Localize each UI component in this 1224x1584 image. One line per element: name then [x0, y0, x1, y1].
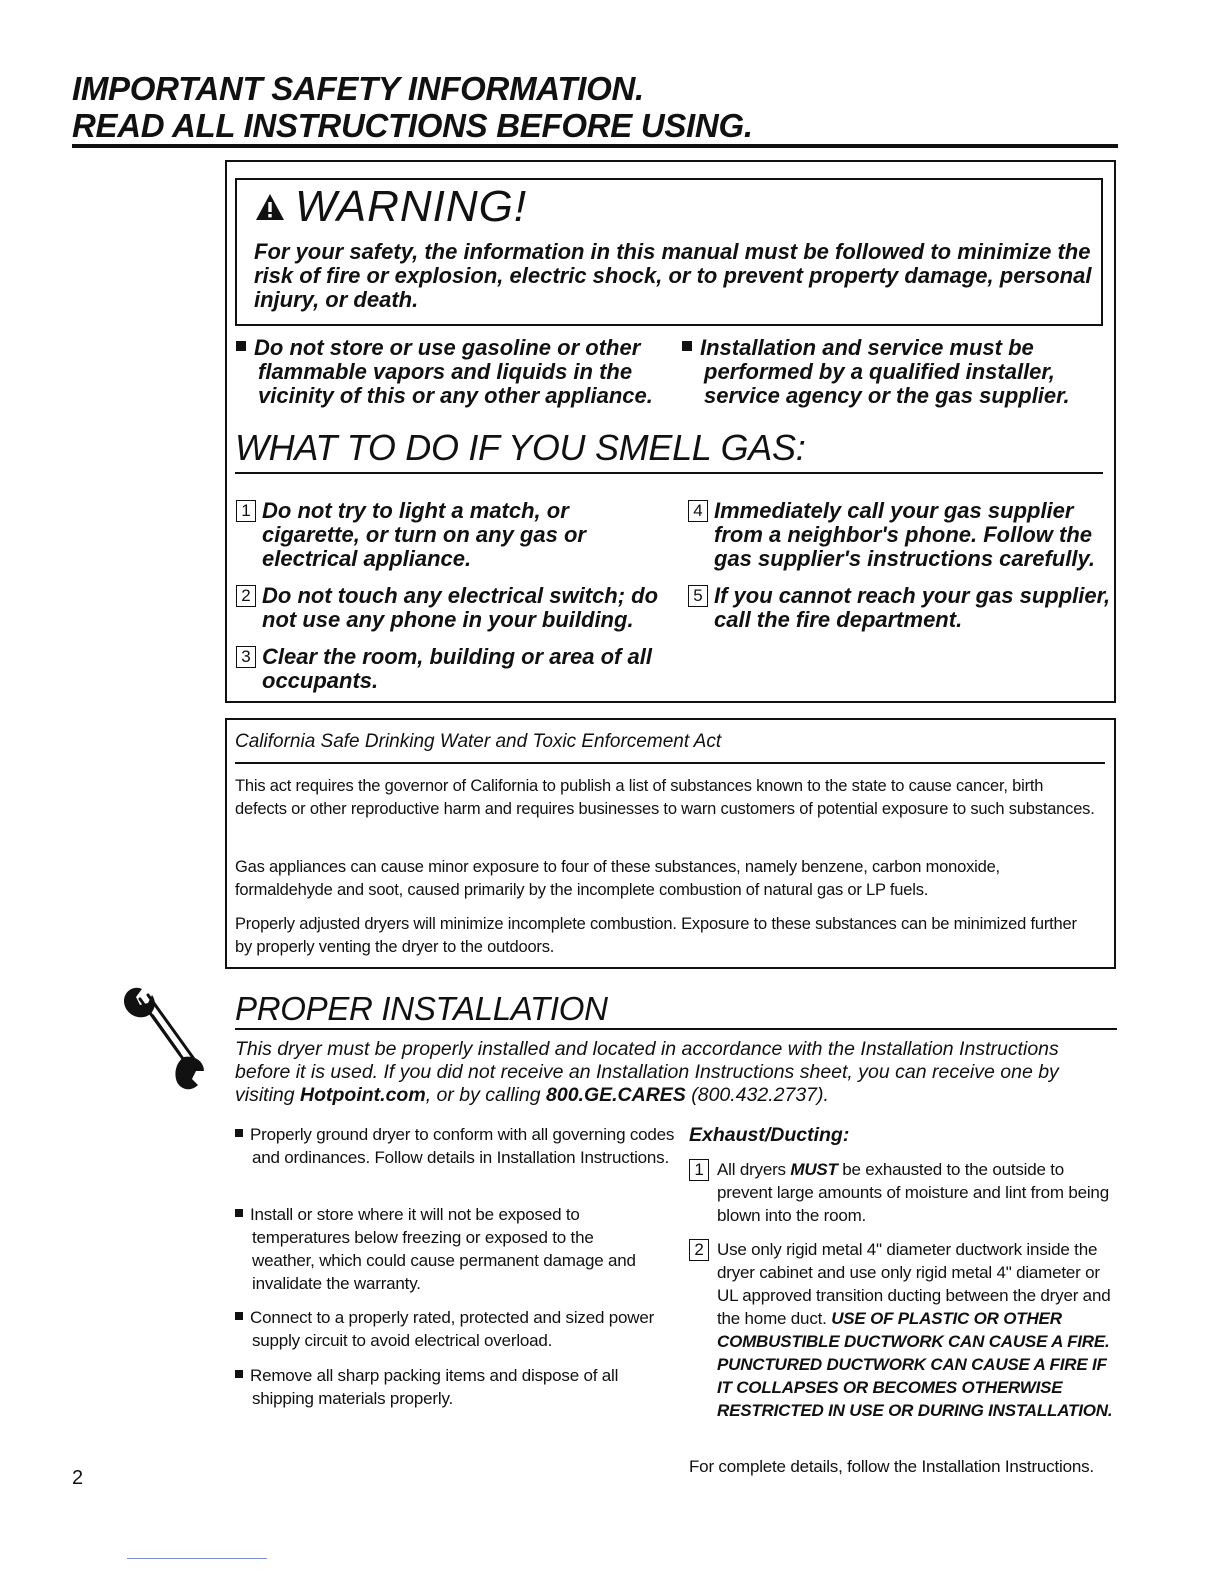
install-bullet-4: Remove all sharp packing items and dispose of all shipping materials properly.	[235, 1364, 672, 1410]
smell-gas-title: WHAT TO DO IF YOU SMELL GAS:	[235, 427, 806, 468]
california-paragraph-1: This act requires the governor of California to publish a list of substances known to the state to cause cancer, birth defects or other reproductive harm and requires businesses to warn customers of potential exposure to such substances.	[235, 777, 1095, 818]
bottom-divider	[127, 1558, 267, 1559]
wrench-icon	[118, 985, 218, 1097]
step-number-box: 5	[688, 585, 708, 607]
california-paragraph-3: Properly adjusted dryers will minimize incomplete combustion. Exposure to these substances can be minimized further by properly venting the dryer to the outdoors.	[235, 915, 1077, 956]
heading-rule	[72, 144, 1118, 148]
step-number-box: 1	[689, 1159, 709, 1181]
step-number-box: 2	[689, 1239, 709, 1261]
bullet-square-icon	[235, 1312, 243, 1320]
step-text: All dryers MUST be exhausted to the outside to prevent large amounts of moisture and lint from being blown into the room.	[717, 1160, 1109, 1225]
installation-intro: This dryer must be properly installed and located in accordance with the Installation Instructions before it is used. If you did not receive an Installation Instructions sheet, you can receive one by visiting Hotpoint.com, or by calling 800.GE.CARES (800.432.2737).	[235, 1038, 1059, 1106]
step-number-box: 4	[688, 500, 708, 522]
warning-body: For your safety, the information in this manual must be followed to minimize the risk of fire or explosion, electric shock, or to prevent property damage, personal injury, or death.	[254, 239, 1092, 312]
warning-title	[255, 180, 527, 234]
step-text: Immediately call your gas supplier from a neighbor's phone. Follow the gas supplier's instructions carefully.	[714, 498, 1095, 571]
gas-step-5	[688, 584, 1116, 632]
install-bullet-2: Install or store where it will not be exposed to temperatures below freezing or exposed to the weather, which could cause permanent damage and invalidate the warranty.	[235, 1203, 652, 1295]
exhaust-step-1	[689, 1158, 1119, 1227]
install-bullet-1: Properly ground dryer to conform with all governing codes and ordinances. Follow details in Installation Instructions.	[235, 1123, 692, 1169]
step-number-box: 3	[236, 646, 256, 668]
exhaust-title: Exhaust/Ducting:	[689, 1124, 850, 1146]
step-text: Do not touch any electrical switch; do not use any phone in your building.	[262, 583, 659, 632]
bullet-square-icon	[235, 1129, 243, 1137]
website-link[interactable]: Hotpoint.com	[300, 1084, 426, 1106]
gas-step-1	[236, 499, 666, 571]
california-paragraph-2: Gas appliances can cause minor exposure to four of these substances, namely benzene, carbon monoxide, formaldehyde and soot, caused primarily by the incomplete combustion of natural gas or LP fuels.	[235, 858, 1000, 899]
heading-line-1: IMPORTANT SAFETY INFORMATION.	[72, 70, 644, 107]
bullet-square-icon	[682, 341, 692, 351]
smell-gas-rule	[235, 472, 1103, 474]
step-text: Use only rigid metal 4" diameter ductwork inside the dryer cabinet and use only rigid metal 4" diameter or UL approved transition ducting between the dryer and the home duct. USE OF PLASTIC OR OTHER COMBUSTIBLE DUCTWORK CAN CAUSE A FIRE. PUNCTURED DUCTWORK CAN CAUSE A FIRE IF IT COLLAPSES OR BECOMES OTHERWISE RESTRICTED IN USE OR DURING INSTALLATION.	[717, 1240, 1113, 1420]
page-number: 2	[72, 1467, 84, 1489]
bullet-square-icon	[235, 1209, 243, 1217]
step-text: Do not try to light a match, or cigarette, or turn on any gas or electrical appliance.	[262, 498, 586, 571]
warning-title-text: WARNING!	[295, 182, 528, 231]
california-rule	[235, 762, 1105, 764]
warning-triangle-icon	[255, 193, 285, 221]
install-bullet-3: Connect to a properly rated, protected and sized power supply circuit to avoid electrical overload.	[235, 1306, 672, 1352]
installation-title: PROPER INSTALLATION	[235, 990, 608, 1027]
bullet-square-icon	[236, 341, 246, 351]
step-number-box: 1	[236, 500, 256, 522]
gas-step-4	[688, 499, 1116, 571]
gas-step-2	[236, 584, 666, 632]
step-number-box: 2	[236, 585, 256, 607]
installation-rule	[235, 1028, 1117, 1030]
warning-bullet-1: Do not store or use gasoline or other flammable vapors and liquids in the vicinity of this or any other appliance.	[236, 336, 678, 408]
california-title: California Safe Drinking Water and Toxic Enforcement Act	[235, 731, 722, 752]
heading-line-2: READ ALL INSTRUCTIONS BEFORE USING.	[72, 107, 753, 144]
exhaust-footnote: For complete details, follow the Installation Instructions.	[689, 1457, 1094, 1476]
step-text: If you cannot reach your gas supplier, call the fire department.	[714, 583, 1111, 632]
phone-number: 800.GE.CARES	[546, 1084, 686, 1106]
warning-bullet-2: Installation and service must be performed by a qualified installer, service agency or the gas supplier.	[682, 336, 1124, 408]
step-text: Clear the room, building or area of all occupants.	[262, 644, 652, 693]
page-heading	[72, 70, 1132, 144]
bullet-square-icon	[235, 1370, 243, 1378]
gas-step-3	[236, 645, 666, 693]
exhaust-step-2	[689, 1238, 1119, 1422]
